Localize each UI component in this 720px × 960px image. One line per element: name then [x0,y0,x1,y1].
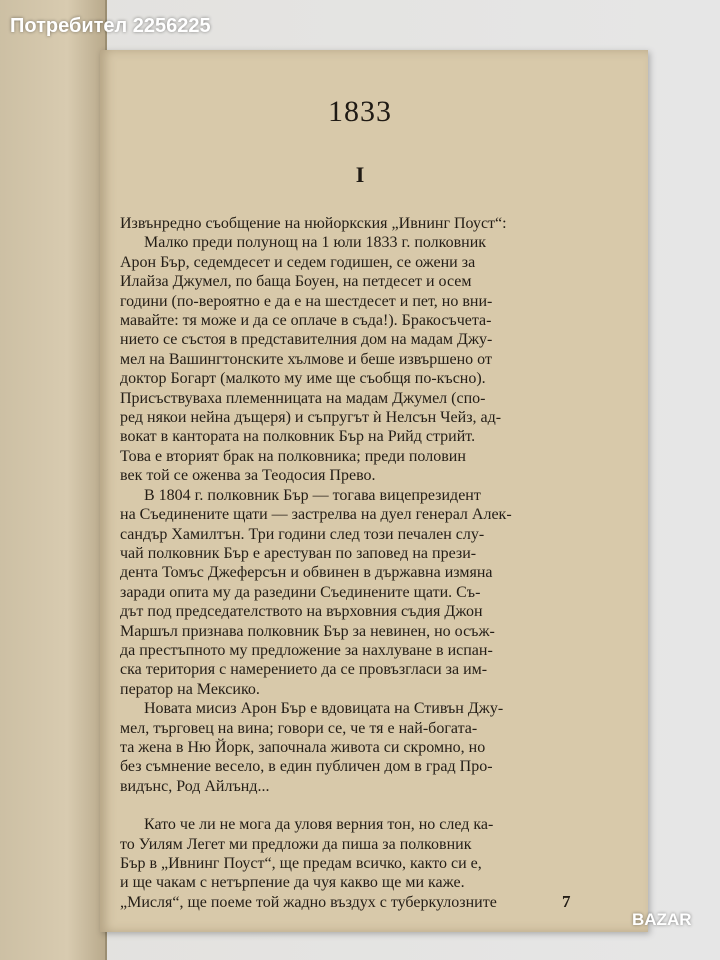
text-line: доктор Богарт (малкото му име ще съобщя по-късно). [120,370,486,388]
paragraph [120,486,600,699]
text-line: вокат в кантората на полковник Бър на Рийд стрийт. [120,428,476,446]
text-line: на Съединените щати — застрелва на дуел генерал Алек- [120,506,512,524]
text-line: Новата мисиз Арон Бър е вдовицата на Стивън Джу- [144,700,504,718]
text-line: мавайте: тя може и да се оплаче в съда!). Бракосъчета- [120,312,492,330]
text-line: дента Томъс Джеферсън и обвинен в държавна измяна [120,564,493,582]
text-line: чай полковник Бър е арестуван по заповед на прези- [120,544,477,562]
text-line: без съмнение весело, в един публичен дом в град Про- [120,758,493,776]
text-line: сандър Хамилтън. Три години след този печален слу- [120,525,485,543]
text-line: ска територия с намерението да се провъзгласи за им- [120,661,488,679]
facing-page-edge [0,0,107,960]
chapter-number: I [355,162,365,187]
text-line: Илайза Джумел, по баща Боуен, на петдесет и осем [120,273,472,291]
text-line: Присъствуваха племенницата на мадам Джумел (спо- [120,389,486,407]
body-text [120,214,600,912]
text-line: години (по-вероятно е да е на шестдесет и пет, но вни- [120,292,493,310]
watermark-username: Потребител 2256225 [10,15,211,37]
text-line: Бър в „Ивнинг Поуст“, ще предам всичко, както си е, [120,855,482,872]
text-line: Това е вторият брак на полковника; преди половин [120,447,466,465]
text-line: век той се оженва за Теодосия Прево. [120,467,376,485]
text-line: ператор на Мексико. [120,680,260,698]
text-line: мел, търговец на вина; говори се, че тя е най-богата- [120,719,478,737]
year-heading: 1833 [328,95,392,128]
paragraph [120,815,600,912]
text-line: да престъпното му предложение за нахлуване в испан- [120,641,493,659]
corner-logo: BAZAR [632,910,692,929]
paragraph [120,214,600,486]
text-line: и ще чакам с нетърпение да чуя какво ще ми каже. [120,874,465,892]
text-line: В 1804 г. полковник Бър — тогава вицепрезидент [144,486,481,504]
text-line: Малко преди полунощ на 1 юли 1833 г. полковник [144,234,487,252]
text-line: Като че ли не мога да уловя верния тон, но след ка- [144,816,494,834]
text-line: та жена в Ню Йорк, започнала живота си скромно, но [120,738,486,756]
text-line: „Мисля“, ще поеме той жадно въздух с туберкулозните [120,893,497,911]
text-line: Маршъл признава полковник Бър за невинен, но осъж- [120,622,495,640]
text-line: ред някои нейна дъщеря) и съпругът ѝ Нелсън Чейз, ад- [120,409,502,427]
paragraph-gap [120,796,600,815]
text-line: видънс, Род Айлънд... [120,777,270,795]
text-line: мел на Вашингтонските хълмове и беше извършено от [120,350,492,368]
text-line: дът под председателството на върховния съдия Джон [120,603,483,621]
text-line: Арон Бър, седемдесет и седем годишен, се ожени за [120,253,476,271]
text-line: то Уилям Легет ми предложи да пиша за полковник [120,835,472,853]
page-number: 7 [562,892,571,911]
paragraph [120,699,600,796]
text-line: Извънредно съобщение на нюйоркския „Ивнинг Поуст“: [120,215,507,232]
text-line: нието се състоя в представителния дом на мадам Джу- [120,331,493,349]
text-line: заради опита му да разедини Съединените щати. Съ- [120,583,481,601]
